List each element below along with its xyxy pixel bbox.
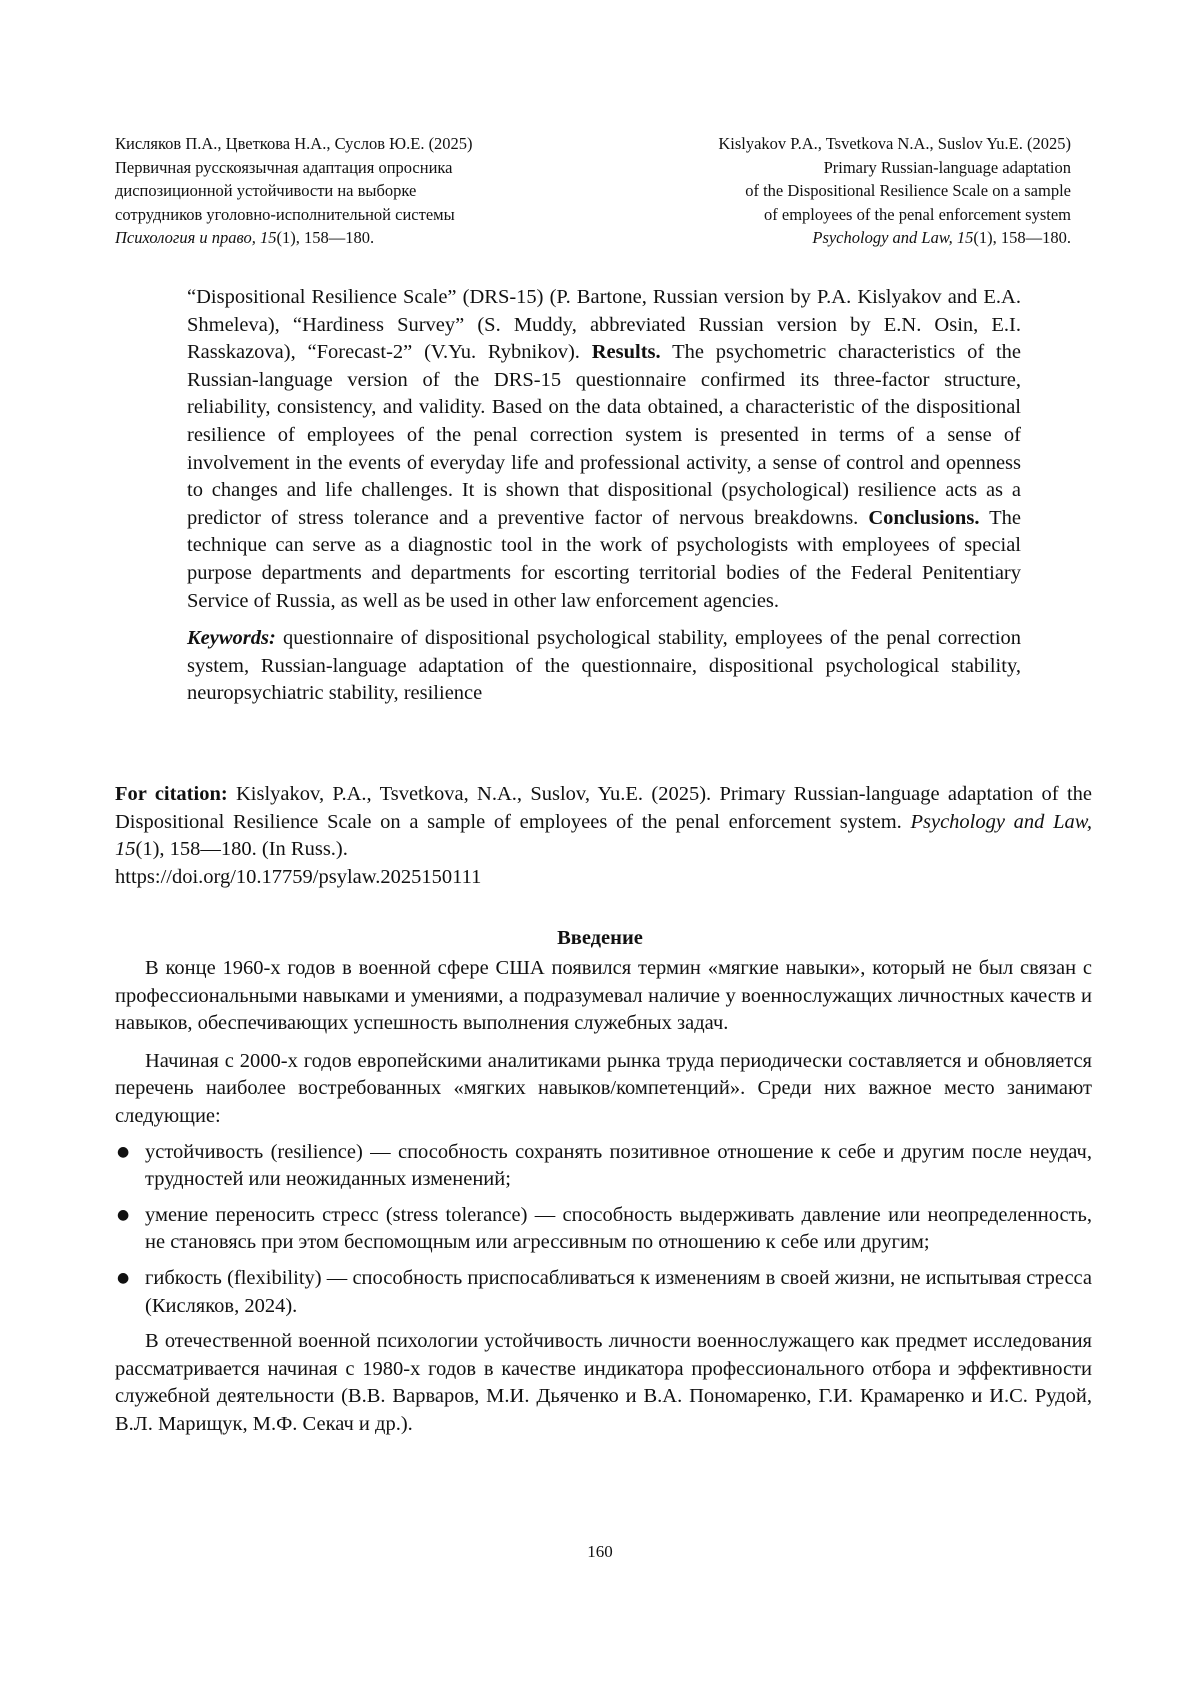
citation-doi-link[interactable]: https://doi.org/10.17759/psylaw.2025150111 [115,865,482,888]
running-header-russian [115,132,595,250]
list-item-text: гибкость (flexibility) — способность приспосабливаться к изменениям в своей жизни, не испытывая стресса (Кисляков, 2024). [145,1266,1092,1317]
citation-issue: (1), 158—180. (In Russ.). [135,838,348,861]
header-title-ru-line-2: диспозиционной устойчивости на выборке [115,181,417,200]
header-title-ru-line-1: Первичная русскоязычная адаптация опросника [115,157,453,177]
list-item [115,1139,1092,1194]
header-journal-en [620,226,1071,250]
citation-paragraph [115,781,1092,891]
abstract-block [187,284,1021,708]
bullet-icon: ● [117,1143,130,1160]
conclusions-text: The technique can serve as a diagnostic tool in the work of psychologists with employees of special purpose departments and departments for escorting territorial bodies of the Federal Penitentiary Service of Russia, as well as be used in other law enforcement agencies. [187,506,1021,612]
abstract-methods-text: “Dispositional Resilience Scale” (DRS-15) (P. Bartone, Russian version by P.A. Kislyakov and E.A. Shmeleva), “Hardiness Survey” (S. Muddy, abbreviated Russian version by E.N. Osin, E.I. Rasskazova), “Forecast-2” (V.Yu. Rybnikov). [187,286,1021,364]
header-authors-en: Kislyakov P.A., Tsvetkova N.A., Suslov Yu.E. (2025) [718,134,1071,153]
header-issue-ru: (1), 158—180. [276,228,375,247]
introduction-body [115,955,1092,1439]
list-item [115,1265,1092,1320]
body-paragraph-2: Начиная с 2000-х годов европейскими аналитиками рынка труда периодически составляется и обновляется перечень наиболее востребованных «мягких навыков/компетенций». Среди них важное место занимают следующие: [115,1049,1092,1127]
list-item-text: устойчивость (resilience) — способность сохранять позитивное отношение к себе и другим после неудач, трудностей или неожиданных изменений; [145,1140,1092,1191]
header-journal-name-en: Psychology and Law, 15 [812,228,974,247]
citation-block [115,781,1092,891]
bullet-icon: ● [117,1206,130,1223]
results-label: Results. [591,341,661,364]
header-authors-ru: Кисляков П.А., Цветкова Н.А., Суслов Ю.Е. (2025) [115,134,473,153]
header-title-en-line-1: Primary Russian-language adaptation [823,157,1071,177]
soft-skills-list [115,1139,1092,1321]
citation-journal: Psychology and Law, 15 [115,810,1093,861]
conclusions-label: Conclusions. [868,506,980,529]
list-item-text: умение переносить стресс (stress tolerance) — способность выдерживать давление или неопределенность, не становясь при этом беспомощным или агрессивным по отношению к себе или другим; [145,1203,1092,1254]
body-paragraph-3: В отечественной военной психологии устойчивость личности военнослужащего как предмет исследования рассматривается начиная с 1980-х годов в качестве индикатора профессионального отбора и эффективности служебной деятельности (В.В. Варваров, М.И. Дьяченко и В.А. Пономаренко, Г.И. Крамаренко и И.С. Рудой, В.Л. Марищук, М.Ф. Секач и др.). [115,1330,1092,1435]
results-text: The psychometric characteristics of the Russian-language version of the DRS-15 questionnaire confirmed its three-factor structure, reliability, consistency, and validity. Based on the data obtained, a characteristic of the dispositional resilience of employees of the penal correction system is presented in terms of a sense of involvement in the events of everyday life and professional activity, a sense of control and openness to changes and life challenges. It is shown that dispositional (psychological) resilience acts as a predictor of stress tolerance and a preventive factor of nervous breakdowns. [187,341,1022,529]
bullet-icon: ● [117,1269,130,1286]
citation-text: Kislyakov, P.A., Tsvetkova, N.A., Suslov, Yu.E. (2025). Primary Russian-language adaptation of the Dispositional Resilience Scale on a sample of employees of the penal enforcement system. [115,783,1092,833]
list-item [115,1202,1092,1257]
header-journal-name-ru: Психология и право, 15 [115,228,277,247]
header-journal-ru [115,226,595,250]
header-title-ru-line-3: сотрудников уголовно-исполнительной системы [115,204,455,224]
section-title-introduction: Введение [557,927,643,949]
running-header-english [620,132,1071,250]
body-paragraph-1: В конце 1960-х годов в военной сфере США появился термин «мягкие навыки», который не был связан с профессиональными навыками и умениями, а подразумевал наличие у военнослужащих личностных качеств и навыков, обеспечивающих успешность выполнения служебных задач. [115,957,1092,1035]
keywords-label: Keywords: [187,627,276,650]
header-title-en-line-3: of employees of the penal enforcement system [764,204,1071,224]
keywords-text: questionnaire of dispositional psychological stability, employees of the penal correction system, Russian-language adaptation of the questionnaire, dispositional psychological stability, neuropsychiatric stability, resilience [187,627,1022,705]
header-issue-en: (1), 158—180. [973,228,1071,247]
abstract-paragraph [187,284,1021,615]
page-number: 160 [587,1542,613,1561]
citation-label: For citation: [115,783,228,805]
header-title-en-line-2: of the Dispositional Resilience Scale on a sample [745,181,1071,200]
keywords-paragraph [187,625,1021,708]
